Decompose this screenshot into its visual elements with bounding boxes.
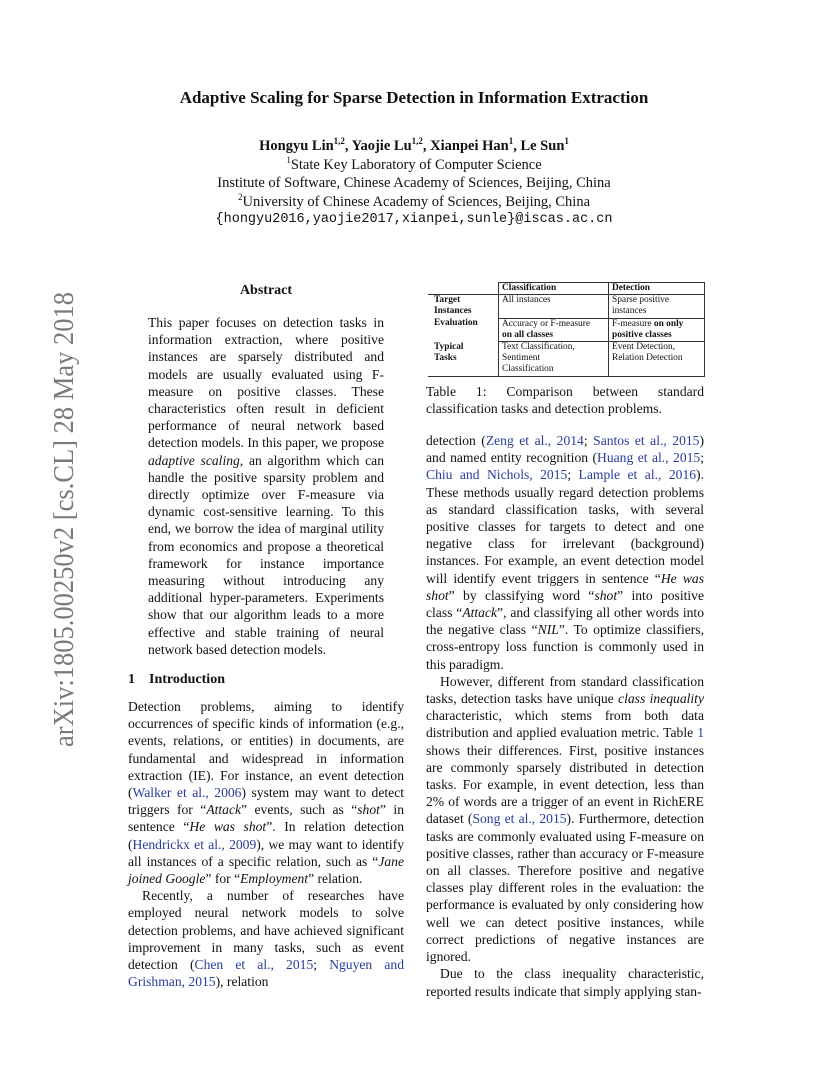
abstract-heading: Abstract — [239, 283, 293, 298]
table-header-empty — [428, 283, 499, 295]
table-header-detection: Detection — [609, 283, 705, 295]
affiliation-2: Institute of Software, Chinese Academy of Sciences, Beijing, China — [217, 175, 611, 191]
table-caption: Table 1: Comparison between standard classification tasks and detection problems. — [426, 384, 704, 417]
paper-title: Adaptive Scaling for Sparse Detection in Information Extraction — [179, 88, 649, 107]
table-row — [428, 295, 705, 318]
section-heading-introduction — [128, 672, 225, 688]
right-paragraph-1: detection (Zeng et al., 2014; Santos et al., 2015) and named entity recognition (Huang et al., 2015; Chiu and Nichols, 2015; Lample et al., 2016). These methods usually regard detection problems as standard classification tasks, with several positive classes for targets to detect and one negative class for irrelevant (background) instances. For example, an event detection model will identify event triggers in sentence “He was shot” by classifying word “shot” into positive class “Attack”, and classifying all other words into the negative class “NIL”. To optimize classifiers, cross-entropy loss function is commonly used in this paradigm. — [426, 433, 705, 672]
detection-cell: F-measure on only positive classes — [609, 318, 705, 341]
abstract-body: This paper focuses on detection tasks in information extraction, where positive instances are sparsely distributed and models are usually evaluated using F-measure on positive classes. These characteristics often result in deficient performance of neural network based detection models. In this paper, we propose adaptive scaling, an algorithm which can handle the positive sparsity problem and directly optimize over F-measure via dynamic cost-sensitive learning. To this end, we borrow the idea of marginal utility from economics and propose a theoretical framework for instance importance measuring without introducing any additional hyper-parameters. Experiments show that our algorithm leads to a more effective and stable training of neural network based detection models. — [148, 315, 384, 657]
section-title: Introduction — [149, 672, 225, 687]
intro-left-column — [128, 698, 404, 990]
arxiv-stamp — [43, 290, 83, 750]
comparison-table — [428, 282, 705, 377]
row-label: Target Instances — [434, 295, 472, 317]
table-header-classification: Classification — [499, 283, 609, 295]
author-emails: {hongyu2016,yaojie2017,xianpei,sunle}@iscas.ac.cn — [215, 212, 613, 227]
table-row — [428, 342, 705, 377]
classification-cell: Text Classification, Sentiment Classification — [499, 342, 609, 377]
right-paragraph-3: Due to the class inequality characteristic, reported results indicate that simply applying stan- — [426, 966, 704, 999]
author-block — [0, 137, 828, 230]
affiliation-3: $^2$University of Chinese Academy of Sciences, Beijing, China — [237, 191, 591, 210]
right-paragraph-2: However, different from standard classification tasks, detection tasks have unique class inequality characteristic, which stems from both data distribution and applied evaluation metric. Table 1 shows their differences. First, positive instances are commonly sparsely distributed in detection tasks. For example, in event detection, less than 2% of words are a trigger of an event in RichERE dataset (Song et al., 2015). Furthermore, detection tasks are commonly evaluated using F-measure on positive classes, rather than accuracy or F-measure on all classes. Therefore positive and negative classes play different roles in the evaluation: the performance is evaluated by only considering how well we can detect positive instances, while correct predictions of negative instances are ignored. — [426, 673, 704, 965]
intro-paragraph-1: Detection problems, aiming to identify occurrences of specific kinds of information (e.g., events, relations, or entities) in documents, are fundamental and widespread in information extraction (IE). For instance, an event detection (Walker et al., 2006) system may want to detect triggers for “Attack” events, such as “shot” in sentence “He was shot”. In relation detection (Hendrickx et al., 2009), we may want to identify all instances of a specific relation, such as “Jane joined Google” for “Employment” relation. — [128, 699, 405, 887]
detection-cell: Sparse positive instances — [609, 295, 705, 318]
classification-cell: Accuracy or F-measure on all classes — [499, 318, 609, 341]
arxiv-stamp-text: arXiv:1805.00250v2 [cs.CL] 28 May 2018 — [49, 290, 80, 747]
intro-right-column — [426, 432, 704, 1000]
table-row — [428, 318, 705, 341]
detection-cell: Event Detection, Relation Detection — [609, 342, 705, 377]
row-label: Evaluation — [434, 318, 478, 329]
row-label: Typical Tasks — [428, 342, 499, 377]
intro-paragraph-2: Recently, a number of researches have employed neural network models to solve detection problems, and have achieved significant improvement in many tasks, such as event detection (Chen et al., 2015; Nguyen and Grishman, 2015), relation — [128, 888, 404, 990]
author-names: Hongyu Lin$^{1,2}$, Yaojie Lu$^{1,2}$, Xianpei Han$^1$, Le Sun$^1$ — [259, 136, 569, 154]
classification-cell: All instances — [499, 295, 609, 318]
section-number: 1 — [128, 672, 135, 687]
affiliation-1: $^1$State Key Laboratory of Computer Science — [286, 154, 542, 173]
